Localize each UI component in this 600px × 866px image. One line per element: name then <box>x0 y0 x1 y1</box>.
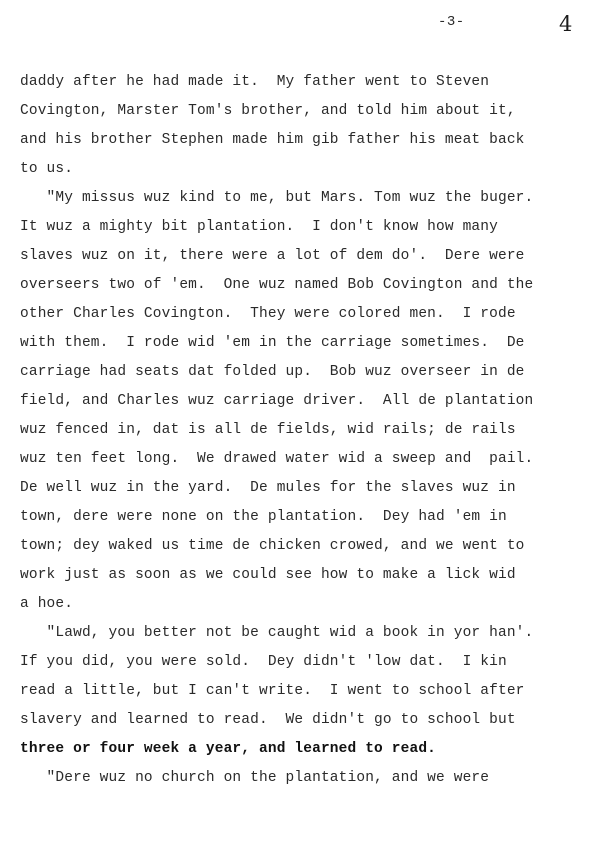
text-line: read a little, but I can't write. I went to school after <box>20 683 525 699</box>
text-line: De well wuz in the yard. De mules for the slaves wuz in <box>20 480 516 496</box>
text-line: three or four week a year, and learned to read. <box>20 741 437 757</box>
text-line: and his brother Stephen made him gib father his meat back <box>20 132 525 148</box>
text-line: with them. I rode wid 'em in the carriage sometimes. De <box>20 335 525 351</box>
page-label: -3- <box>438 14 465 30</box>
text-line: field, and Charles wuz carriage driver. All de plantation <box>20 393 534 409</box>
text-line: carriage had seats dat folded up. Bob wuz overseer in de <box>20 364 525 380</box>
text-line: "My missus wuz kind to me, but Mars. Tom wuz the buger. <box>20 190 534 206</box>
page-number: 4 <box>559 12 573 36</box>
text-line: It wuz a mighty bit plantation. I don't know how many <box>20 219 498 235</box>
text-line: Covington, Marster Tom's brother, and told him about it, <box>20 103 516 119</box>
text-line: town, dere were none on the plantation. Dey had 'em in <box>20 509 507 525</box>
text-line: If you did, you were sold. Dey didn't 'low dat. I kin <box>20 654 507 670</box>
text-line: a hoe. <box>20 596 74 612</box>
text-line: slavery and learned to read. We didn't go to school but <box>20 712 516 728</box>
text-line: to us. <box>20 161 74 177</box>
text-line: slaves wuz on it, there were a lot of dem do'. Dere were <box>20 248 525 264</box>
text-line: wuz fenced in, dat is all de fields, wid rails; de rails <box>20 422 516 438</box>
text-line: "Dere wuz no church on the plantation, and we were <box>20 770 490 786</box>
text-line: "Lawd, you better not be caught wid a book in yor han'. <box>20 625 534 641</box>
text-line: wuz ten feet long. We drawed water wid a sweep and pail. <box>20 451 534 467</box>
text-line: town; dey waked us time de chicken crowed, and we went to <box>20 538 525 554</box>
text-line: other Charles Covington. They were colored men. I rode <box>20 306 516 322</box>
text-line: daddy after he had made it. My father went to Steven <box>20 74 490 90</box>
text-line: overseers two of 'em. One wuz named Bob Covington and the <box>20 277 534 293</box>
text-line: work just as soon as we could see how to make a lick wid <box>20 567 516 583</box>
